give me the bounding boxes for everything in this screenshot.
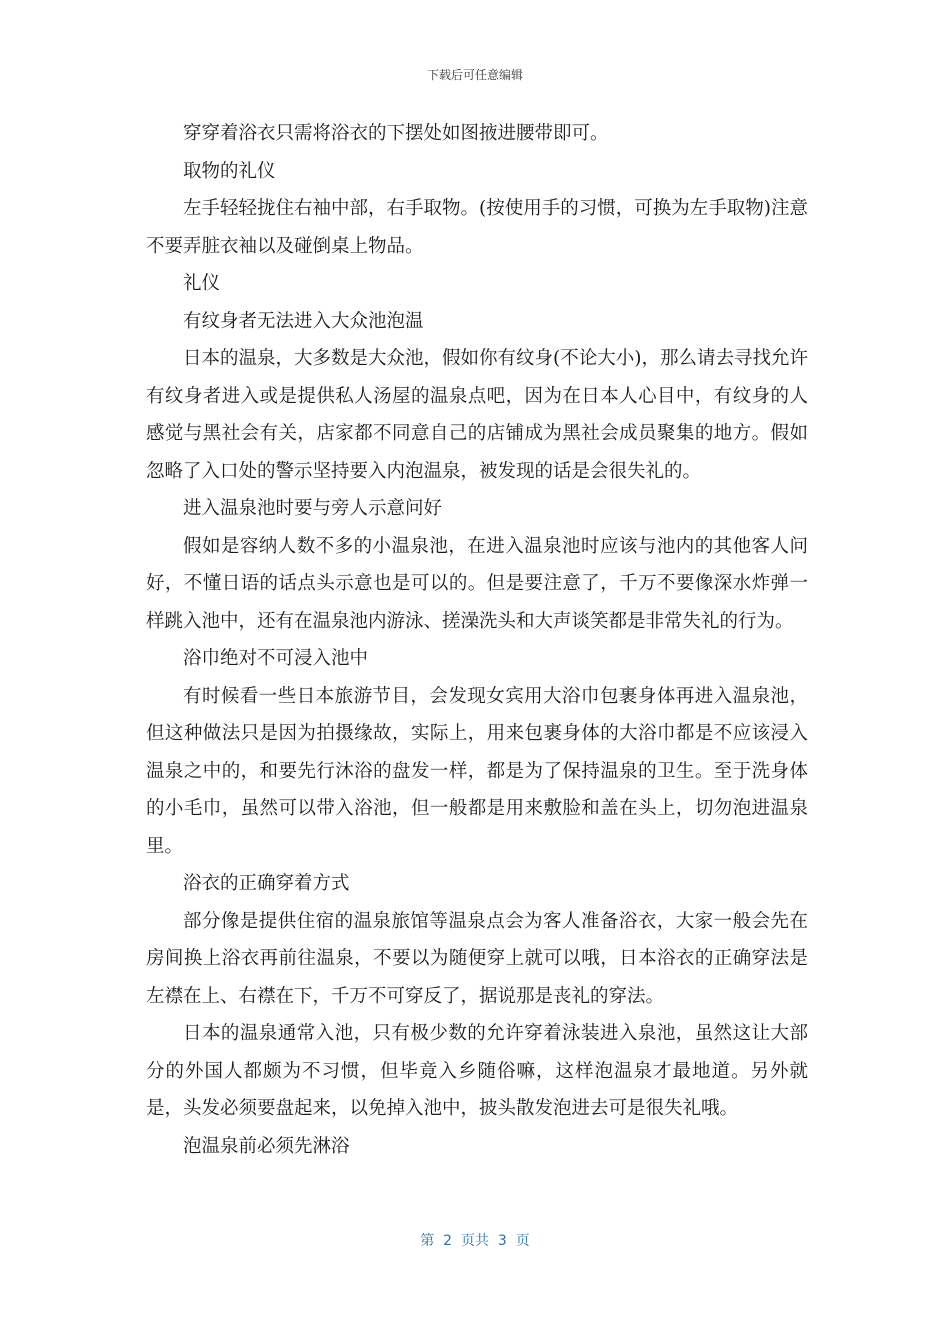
section-heading: 取物的礼仪 [183,160,276,182]
paragraph: 左手轻轻拢住右袖中部，右手取物。(按使用手的习惯，可换为左手取物)注意不要弄脏衣袖以及碰倒桌上物品。 [146,198,808,257]
page-header: 下载后可任意编辑 [426,68,523,82]
paragraph: 穿穿着浴衣只需将浴衣的下摆处如图掖进腰带即可。 [183,123,609,144]
paragraph: 假如是容纳人数不多的小温泉池，在进入温泉池时应该与池内的其他客人问好，不懂日语的话点头示意也是可以的。但是要注意了，千万不要像深水炸弹一样跳入池中，还有在温泉池内游泳、搓澡洗头和大声谈笑都是非常失礼的行为。 [146,535,808,632]
section-heading: 有纹身者无法进入大众池泡温 [183,310,424,332]
page-footer: 第 2 页共 3 页 [420,1233,530,1249]
paragraph: 日本的温泉，大多数是大众池，假如你有纹身(不论大小)，那么请去寻找允许有纹身者进入或是提供私人汤屋的温泉点吧，因为在日本人心目中，有纹身的人感觉与黑社会有关，店家都不同意自己的店铺成为黑社会成员聚集的地方。假如忽略了入口处的警示坚持要入内泡温泉，被发现的话是会很失礼的。 [146,348,808,482]
document-body [146,115,808,1165]
section-heading: 浴衣的正确穿着方式 [183,873,350,894]
section-heading: 礼仪 [183,273,221,294]
section-heading: 泡温泉前必须先淋浴 [183,1135,350,1157]
section-heading: 进入温泉池时要与旁人示意问好 [183,498,443,519]
paragraph: 有时候看一些日本旅游节目，会发现女宾用大浴巾包裹身体再进入温泉池，但这种做法只是因为拍摄缘故，实际上，用来包裹身体的大浴巾都是不应该浸入温泉之中的，和要先行沐浴的盘发一样，都是为了保持温泉的卫生。至于洗身体的小毛巾，虽然可以带入浴池，但一般都是用来敷脸和盖在头上，切勿泡进温泉里。 [146,685,808,857]
paragraph: 日本的温泉通常入池，只有极少数的允许穿着泳装进入泉池，虽然这让大部分的外国人都颇为不习惯，但毕竟入乡随俗嘛，这样泡温泉才最地道。另外就是，头发必须要盘起来，以免掉入池中，披头散发泡进去可是很失礼哦。 [146,1023,808,1119]
paragraph: 部分像是提供住宿的温泉旅馆等温泉点会为客人准备浴衣，大家一般会先在房间换上浴衣再前往温泉，不要以为随便穿上就可以哦，日本浴衣的正确穿法是左襟在上、右襟在下，千万不可穿反了，据说那是丧礼的穿法。 [146,910,808,1007]
section-heading: 浴巾绝对不可浸入池中 [183,648,369,669]
